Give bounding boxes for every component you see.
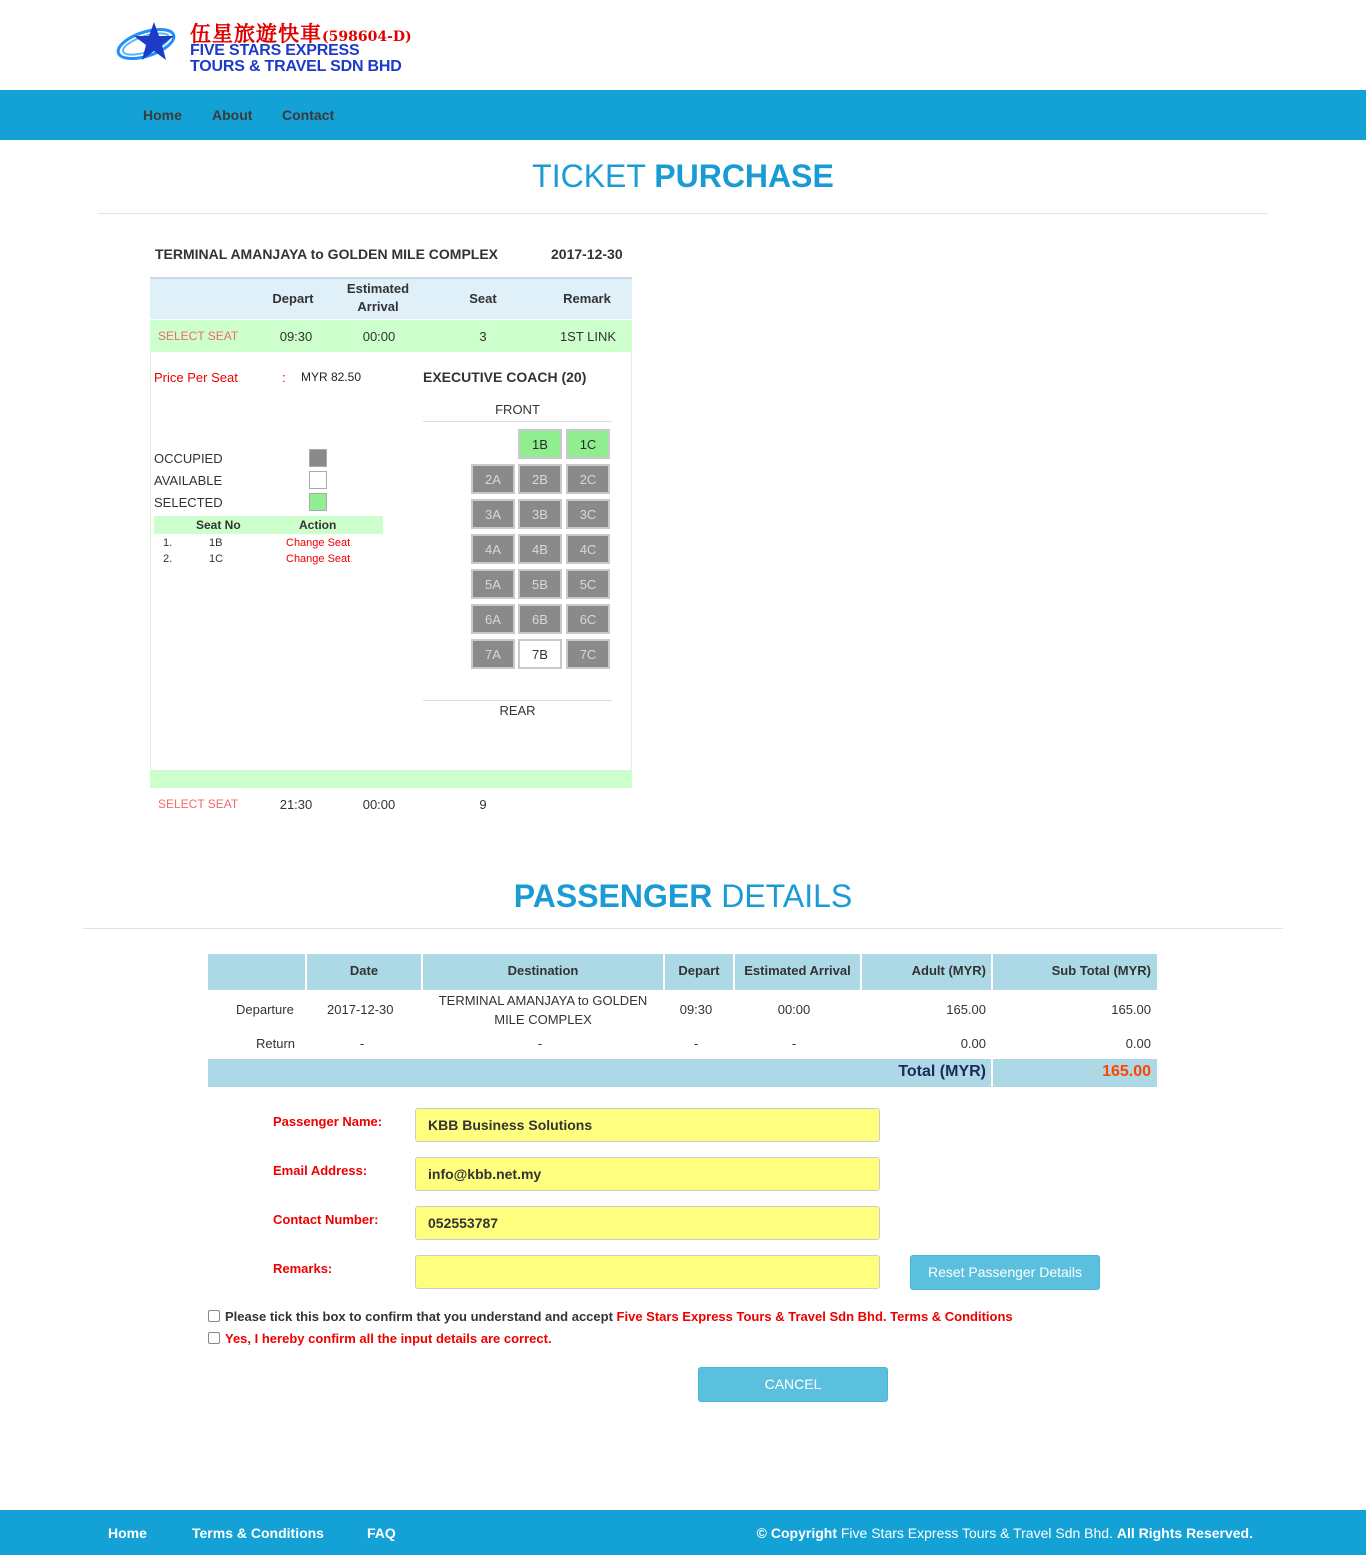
brand-line1: FIVE STARS EXPRESS: [190, 42, 360, 59]
divider: [98, 213, 1268, 214]
legend-selected-swatch: [309, 493, 327, 511]
legend-occupied-swatch: [309, 449, 327, 467]
confirm-row: [208, 1331, 552, 1346]
header-depart: Depart: [665, 954, 733, 990]
trip-seat-count: 9: [479, 797, 487, 812]
nav-about[interactable]: About: [212, 107, 253, 123]
trip-arrival: 00:00: [362, 329, 396, 344]
brand-chinese-name: 伍星旅遊快車(598604-D): [190, 21, 412, 46]
header-arrival: Arrival: [357, 299, 399, 314]
passenger-name-label: Passenger Name:: [273, 1114, 383, 1129]
passenger-details-title: PASSENGER DETAILS: [513, 878, 853, 914]
brand-registration: (598604-D): [322, 29, 412, 45]
trip-seat-count: 3: [479, 329, 487, 344]
select-seat-link[interactable]: SELECT SEAT: [158, 797, 239, 811]
return-subtotal: 0.00: [1125, 1036, 1151, 1051]
seat-7C[interactable]: 7C: [566, 639, 610, 669]
remarks-input[interactable]: [415, 1255, 880, 1289]
seat-panel-footer: [150, 771, 632, 788]
total-label-cell: [208, 1059, 991, 1087]
return-destination: -: [537, 1036, 543, 1051]
confirm-text: Yes, I hereby confirm all the input details are correct.: [225, 1331, 552, 1346]
divider: [83, 928, 1283, 929]
return-depart: -: [693, 1036, 699, 1051]
front-label: FRONT: [423, 402, 612, 422]
seat-5A[interactable]: 5A: [471, 569, 515, 599]
price-per-seat-label: Price Per Seat: [154, 370, 238, 385]
terms-row: [208, 1309, 1013, 1324]
selected-seat-row: [154, 535, 383, 551]
return-adult: 0.00: [960, 1036, 986, 1051]
terms-link[interactable]: Five Stars Express Tours & Travel Sdn Bhd. Terms & Conditions: [616, 1309, 1013, 1324]
departure-adult: 165.00: [946, 1002, 986, 1017]
main-navbar: [0, 90, 1366, 140]
passenger-name-input[interactable]: [415, 1108, 880, 1142]
seat-5B[interactable]: 5B: [518, 569, 562, 599]
nav-home[interactable]: Home: [143, 107, 182, 123]
change-seat-link[interactable]: Change Seat: [286, 537, 351, 549]
return-row: [208, 1036, 1157, 1056]
seat-2B[interactable]: 2B: [518, 464, 562, 494]
selected-seats-header: [154, 516, 383, 534]
terms-checkbox[interactable]: [208, 1310, 220, 1322]
star-logo-icon: [116, 18, 186, 66]
header-blank: [208, 954, 305, 990]
seat-4B[interactable]: 4B: [518, 534, 562, 564]
legend-selected-label: SELECTED: [154, 495, 223, 510]
header-subtotal: Sub Total (MYR): [993, 954, 1157, 990]
header-depart: Depart: [272, 291, 314, 306]
departure-destination-line2: MILE COMPLEX: [494, 1012, 592, 1027]
return-label: Return: [256, 1036, 296, 1051]
departure-depart: 09:30: [679, 1002, 713, 1017]
seat-4C[interactable]: 4C: [566, 534, 610, 564]
seat-7A[interactable]: 7A: [471, 639, 515, 669]
action-header: Action: [299, 518, 337, 532]
total-row: [208, 1059, 1157, 1087]
price-per-seat-value: MYR 82.50: [301, 370, 362, 384]
header-remark: Remark: [563, 291, 611, 306]
header-estimated: Estimated: [346, 281, 410, 296]
seat-3C[interactable]: 3C: [566, 499, 610, 529]
departure-arrival: 00:00: [777, 1002, 811, 1017]
header-seat: Seat: [469, 291, 497, 306]
company-logo[interactable]: [116, 16, 436, 78]
reset-passenger-details-button[interactable]: Reset Passenger Details: [910, 1255, 1100, 1290]
email-input[interactable]: [415, 1157, 880, 1191]
row-seat: 1B: [209, 537, 223, 549]
trip-remark: 1ST LINK: [559, 329, 617, 344]
legend-available-swatch: [309, 471, 327, 489]
row-index: 1.: [163, 537, 173, 549]
seat-6A[interactable]: 6A: [471, 604, 515, 634]
seat-no-header: Seat No: [196, 518, 241, 532]
seat-4A[interactable]: 4A: [471, 534, 515, 564]
departure-date: 2017-12-30: [327, 1002, 394, 1017]
return-arrival: -: [791, 1036, 797, 1051]
row-index: 2.: [163, 553, 173, 565]
ticket-purchase-title: TICKET PURCHASE: [532, 158, 834, 194]
change-seat-link[interactable]: Change Seat: [286, 553, 351, 565]
trip-row: [150, 320, 632, 352]
row-seat: 1C: [209, 553, 224, 565]
trip-depart: 21:30: [279, 797, 313, 812]
header-date: Date: [307, 954, 421, 990]
copyright-text: © Copyright Five Stars Express Tours & Travel Sdn Bhd. All Rights Reserved.: [756, 1525, 1253, 1541]
seat-2A[interactable]: 2A: [471, 464, 515, 494]
header-adult: Adult (MYR): [862, 954, 991, 990]
price-colon: :: [282, 370, 286, 385]
departure-row: [208, 992, 1157, 1032]
brand-line2: TOURS & TRAVEL SDN BHD: [190, 58, 402, 75]
cancel-button[interactable]: CANCEL: [698, 1367, 888, 1402]
coach-title: EXECUTIVE COACH (20): [423, 369, 587, 385]
selected-seat-row: [154, 551, 383, 567]
legend-available-label: AVAILABLE: [154, 473, 223, 488]
select-seat-link[interactable]: SELECT SEAT: [158, 329, 239, 343]
seat-1B[interactable]: 1B: [518, 429, 562, 459]
trip-row: [150, 788, 632, 820]
total-value-cell: [993, 1059, 1157, 1087]
route-date: 2017-12-30: [551, 246, 623, 262]
seat-6B[interactable]: 6B: [518, 604, 562, 634]
return-date: -: [359, 1036, 365, 1051]
footer-faq-link[interactable]: FAQ: [367, 1525, 396, 1541]
trip-arrival: 00:00: [362, 797, 396, 812]
departure-subtotal: 165.00: [1111, 1002, 1151, 1017]
seat-1C[interactable]: 1C: [566, 429, 610, 459]
rear-label: REAR: [423, 700, 612, 718]
total-label: Total (MYR): [898, 1063, 986, 1080]
trip-table-header: [150, 277, 632, 319]
seat-7B[interactable]: 7B: [518, 639, 562, 669]
contact-number-input[interactable]: [415, 1206, 880, 1240]
summary-table-header: [208, 954, 1157, 990]
departure-destination-line1: TERMINAL AMANJAYA to GOLDEN: [438, 993, 648, 1008]
route-title: TERMINAL AMANJAYA to GOLDEN MILE COMPLEX: [155, 246, 499, 262]
header-destination: Destination: [423, 954, 663, 990]
total-value: 165.00: [1102, 1063, 1151, 1080]
trip-depart: 09:30: [279, 329, 313, 344]
seat-5C[interactable]: 5C: [566, 569, 610, 599]
remarks-label: Remarks:: [273, 1261, 333, 1276]
terms-text: Please tick this box to confirm that you understand and accept: [225, 1309, 613, 1324]
seat-2C[interactable]: 2C: [566, 464, 610, 494]
seat-3A[interactable]: 3A: [471, 499, 515, 529]
footer-terms-link[interactable]: Terms & Conditions: [192, 1525, 324, 1541]
contact-number-label: Contact Number:: [273, 1212, 379, 1227]
seat-6C[interactable]: 6C: [566, 604, 610, 634]
header-estimated-arrival: Estimated Arrival: [735, 954, 860, 990]
seat-3B[interactable]: 3B: [518, 499, 562, 529]
confirm-checkbox[interactable]: [208, 1332, 220, 1344]
legend-occupied-label: OCCUPIED: [154, 451, 223, 466]
nav-contact[interactable]: Contact: [282, 107, 335, 123]
email-label: Email Address:: [273, 1163, 368, 1178]
footer-home-link[interactable]: Home: [108, 1525, 147, 1541]
departure-label: Departure: [236, 1002, 294, 1017]
footer: [0, 1510, 1366, 1555]
